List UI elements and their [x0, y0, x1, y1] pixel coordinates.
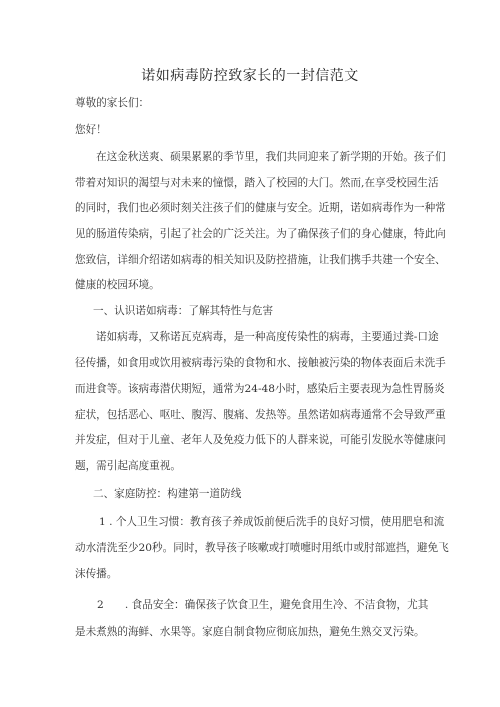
intro-line: 在这金秋送爽、硕果累累的季节里，我们共同迎来了新学期的开始。孩子们 — [96, 151, 446, 163]
intro-line: 的同时，我们也必须时刻关注孩子们的健康与安全。近期，诺如病毒作为一种常 — [75, 202, 446, 214]
hello-line: 您好！ — [75, 124, 107, 136]
list-item-1-line: 沫传播。 — [75, 568, 118, 580]
section1-line: 症状，包括恶心、呕吐、腹泻、腹痛、发热等。虽然诺如病毒通常不会导致严重 — [75, 409, 446, 421]
section-heading-1: 一、认识诺如病毒：了解其特性与危害 — [93, 305, 274, 317]
intro-line: 带着对知识的渴望与对未来的憧憬，踏入了校园的大门。然而,在享受校园生活 — [75, 177, 439, 189]
intro-line: 您致信，详细介绍诺如病毒的相关知识及防控措施，让我们携手共建一个安全、 — [75, 254, 446, 266]
section1-line: 径传播，如食用或饮用被病毒污染的食物和水、接触被污染的物体表面后未洗手 — [75, 357, 446, 369]
section1-line: 并发症，但对于儿童、老年人及免疫力低下的人群来说，可能引发脱水等健康问 — [75, 434, 446, 446]
section1-line: 诺如病毒，又称诺瓦克病毒，是一种高度传染性的病毒，主要通过粪-口途 — [96, 331, 439, 343]
document-title: 诺如病毒防控致家长的一封信范文 — [141, 68, 359, 84]
intro-line: 见的肠道传染病，引起了社会的广泛关注。为了确保孩子们的身心健康，特此向 — [75, 228, 446, 240]
section1-line: 而进食等。该病毒潜伏期短，通常为24-48小时，感染后主要表现为急性胃肠炎 — [75, 383, 445, 395]
section-heading-2: 二、家庭防控：构建第一道防线 — [93, 488, 242, 500]
section1-line: 题，需引起高度重视。 — [75, 460, 181, 472]
list-item-1-line: 动水清洗至少20秒。同时，教导孩子咳嗽或打喷嚏时用纸巾或肘部遮挡，避免飞 — [75, 542, 449, 554]
list-item-2-line: 是未煮熟的海鲜、水果等。家庭自制食物应彻底加热，避免生熟交叉污染。 — [75, 626, 425, 638]
list-item-2-line: 2 . 食品安全：确保孩子饮食卫生，避免食用生冷、不洁食物，尤其 — [97, 599, 429, 611]
list-item-1-line: 1 . 个人卫生习惯：教育孩子养成饭前便后洗手的良好习惯，使用肥皂和流 — [99, 516, 445, 528]
intro-line: 健康的校园环境。 — [75, 279, 160, 291]
greeting: 尊敬的家长们： — [75, 97, 150, 109]
